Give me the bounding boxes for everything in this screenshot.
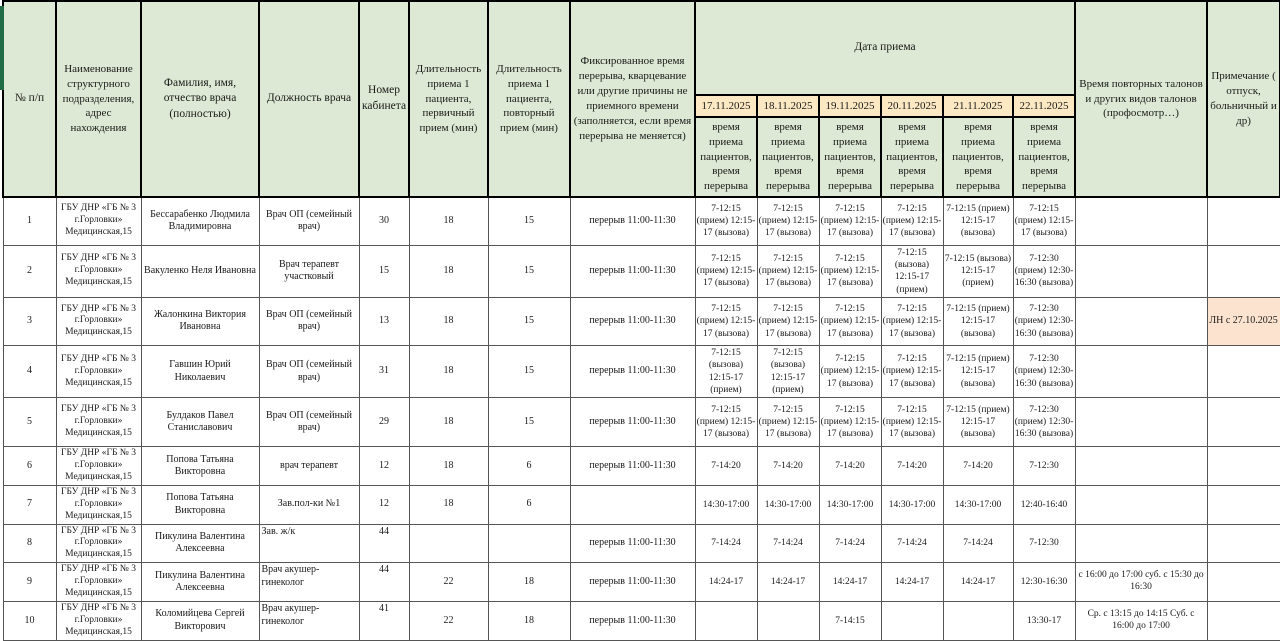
date-header-2: 18.11.2025: [757, 95, 819, 117]
col-header-duration-repeat: Длительность приема 1 пациента, повторный прием (мин): [488, 1, 570, 197]
position-cell: Зав. ж/к: [259, 524, 359, 563]
note-cell: [1207, 524, 1280, 563]
department-cell: ГБУ ДНР «ГБ № 3 г.Горловки» Медицинская,15: [56, 485, 141, 524]
col-header-date-group: Дата приема: [695, 1, 1075, 95]
fixed-break-cell: перерыв 11:00-11:30: [570, 524, 695, 563]
date-header-1: 17.11.2025: [695, 95, 757, 117]
duration-primary-cell: 18: [409, 345, 488, 397]
position-cell: Зав.пол-ки №1: [259, 485, 359, 524]
schedule-cell-day-6: 7-12:30: [1013, 447, 1075, 486]
row-number-cell: 4: [3, 345, 56, 397]
fixed-break-cell: перерыв 11:00-11:30: [570, 602, 695, 641]
table-row: [3, 345, 1280, 397]
duration-primary-cell: 18: [409, 245, 488, 297]
duration-primary-cell: 18: [409, 485, 488, 524]
col-header-row-number: № п/п: [3, 1, 56, 197]
row-number-cell: 10: [3, 602, 56, 641]
fixed-break-cell: перерыв 11:00-11:30: [570, 345, 695, 397]
schedule-cell-day-2: 7-12:15 (прием) 12:15-17 (вызова): [757, 297, 819, 345]
duration-primary-cell: [409, 524, 488, 563]
schedule-cell-day-5: 7-12:15 (прием) 12:15-17 (вызова): [943, 297, 1013, 345]
duration-repeat-cell: 15: [488, 345, 570, 397]
table-row: [3, 524, 1280, 563]
duration-repeat-cell: 18: [488, 602, 570, 641]
department-cell: ГБУ ДНР «ГБ № 3 г.Горловки» Медицинская,15: [56, 197, 141, 245]
schedule-cell-day-1: 7-14:24: [695, 524, 757, 563]
schedule-cell-day-4: 7-12:15 (вызова) 12:15-17 (прием): [881, 245, 943, 297]
note-cell: [1207, 197, 1280, 245]
cabinet-number-cell: 30: [359, 197, 409, 245]
note-cell: [1207, 447, 1280, 486]
position-cell: Врач акушер-гинеколог: [259, 563, 359, 602]
schedule-cell-day-2: 7-12:15 (вызова) 12:15-17 (прием): [757, 345, 819, 397]
doctor-name-cell: Пикулина Валентина Алексеевна: [141, 563, 259, 602]
cabinet-number-cell: 29: [359, 398, 409, 447]
schedule-cell-day-5: 7-14:24: [943, 524, 1013, 563]
fixed-break-cell: перерыв 11:00-11:30: [570, 245, 695, 297]
repeat-tickets-cell: [1075, 398, 1207, 447]
row-number-cell: 9: [3, 563, 56, 602]
table-row: [3, 485, 1280, 524]
row-number-cell: 2: [3, 245, 56, 297]
position-cell: Врач ОП (семейный врач): [259, 398, 359, 447]
schedule-cell-day-3: 7-12:15 (прием) 12:15-17 (вызова): [819, 398, 881, 447]
table-row: [3, 197, 1280, 245]
duration-primary-cell: 18: [409, 447, 488, 486]
table-row: [3, 297, 1280, 345]
note-cell: [1207, 602, 1280, 641]
duration-repeat-cell: [488, 524, 570, 563]
department-cell: ГБУ ДНР «ГБ № 3 г.Горловки» Медицинская,15: [56, 345, 141, 397]
repeat-tickets-cell: [1075, 524, 1207, 563]
schedule-cell-day-6: 12:40-16:40: [1013, 485, 1075, 524]
schedule-cell-day-6: 7-12:30 (прием) 12:30-16:30 (вызова): [1013, 297, 1075, 345]
doctor-schedule-table: [2, 0, 1280, 641]
fixed-break-cell: [570, 485, 695, 524]
note-cell: [1207, 398, 1280, 447]
row-number-cell: 3: [3, 297, 56, 345]
cabinet-number-cell: 44: [359, 524, 409, 563]
doctor-name-cell: Пикулина Валентина Алексеевна: [141, 524, 259, 563]
date-header-4: 20.11.2025: [881, 95, 943, 117]
date-header-5: 21.11.2025: [943, 95, 1013, 117]
schedule-cell-day-1: 7-12:15 (прием) 12:15-17 (вызова): [695, 297, 757, 345]
row-number-cell: 7: [3, 485, 56, 524]
cabinet-number-cell: 44: [359, 563, 409, 602]
doctor-name-cell: Вакуленко Неля Ивановна: [141, 245, 259, 297]
department-cell: ГБУ ДНР «ГБ № 3 г.Горловки» Медицинская,15: [56, 245, 141, 297]
department-cell: ГБУ ДНР «ГБ № 3 г.Горловки» Медицинская,15: [56, 602, 141, 641]
cabinet-number-cell: 13: [359, 297, 409, 345]
schedule-cell-day-5: 7-14:20: [943, 447, 1013, 486]
position-cell: Врач ОП (семейный врач): [259, 197, 359, 245]
date-subheader-4: время приема пациентов, время перерыва: [881, 117, 943, 197]
doctor-name-cell: Булдаков Павел Станиславович: [141, 398, 259, 447]
schedule-cell-day-6: 12:30-16:30: [1013, 563, 1075, 602]
duration-primary-cell: 22: [409, 602, 488, 641]
note-cell: ЛН с 27.10.2025: [1207, 297, 1280, 345]
duration-primary-cell: 18: [409, 197, 488, 245]
position-cell: Врач ОП (семейный врач): [259, 345, 359, 397]
position-cell: Врач акушер-гинеколог: [259, 602, 359, 641]
schedule-cell-day-1: 14:24-17: [695, 563, 757, 602]
position-cell: Врач терапевт участковый: [259, 245, 359, 297]
row-number-cell: 8: [3, 524, 56, 563]
doctor-name-cell: Попова Татьяна Викторовна: [141, 485, 259, 524]
note-cell: [1207, 345, 1280, 397]
repeat-tickets-cell: [1075, 447, 1207, 486]
duration-repeat-cell: 15: [488, 398, 570, 447]
department-cell: ГБУ ДНР «ГБ № 3 г.Горловки» Медицинская,15: [56, 524, 141, 563]
schedule-cell-day-5: 7-12:15 (прием) 12:15-17 (вызова): [943, 197, 1013, 245]
schedule-cell-day-4: [881, 602, 943, 641]
schedule-cell-day-1: 7-12:15 (прием) 12:15-17 (вызова): [695, 398, 757, 447]
repeat-tickets-cell: Ср. с 13:15 до 14:15 Суб. с 16:00 до 17:00: [1075, 602, 1207, 641]
schedule-cell-day-4: 7-12:15 (прием) 12:15-17 (вызова): [881, 297, 943, 345]
cabinet-number-cell: 31: [359, 345, 409, 397]
duration-repeat-cell: 6: [488, 485, 570, 524]
fixed-break-cell: перерыв 11:00-11:30: [570, 563, 695, 602]
repeat-tickets-cell: [1075, 197, 1207, 245]
row-number-cell: 1: [3, 197, 56, 245]
schedule-cell-day-5: [943, 602, 1013, 641]
schedule-cell-day-4: 7-12:15 (прием) 12:15-17 (вызова): [881, 398, 943, 447]
date-header-3: 19.11.2025: [819, 95, 881, 117]
table-row: [3, 447, 1280, 486]
col-header-repeat-tickets: Время повторных талонов и других видов талонов (профосмотр…): [1075, 1, 1207, 197]
table-row: [3, 398, 1280, 447]
schedule-cell-day-2: 14:30-17:00: [757, 485, 819, 524]
department-cell: ГБУ ДНР «ГБ № 3 г.Горловки» Медицинская,15: [56, 447, 141, 486]
schedule-cell-day-3: 14:24-17: [819, 563, 881, 602]
department-cell: ГБУ ДНР «ГБ № 3 г.Горловки» Медицинская,15: [56, 297, 141, 345]
col-header-cabinet: Номер кабинета: [359, 1, 409, 197]
duration-repeat-cell: 15: [488, 197, 570, 245]
schedule-cell-day-1: 7-12:15 (прием) 12:15-17 (вызова): [695, 197, 757, 245]
schedule-cell-day-5: 7-12:15 (вызова) 12:15-17 (прием): [943, 245, 1013, 297]
schedule-cell-day-6: 7-12:15 (прием) 12:15-17 (вызова): [1013, 197, 1075, 245]
schedule-cell-day-6: 7-12:30 (прием) 12:30-16:30 (вызова): [1013, 345, 1075, 397]
date-subheader-6: время приема пациентов, время перерыва: [1013, 117, 1075, 197]
schedule-cell-day-1: 7-12:15 (вызова) 12:15-17 (прием): [695, 345, 757, 397]
schedule-cell-day-5: 14:30-17:00: [943, 485, 1013, 524]
date-subheader-5: время приема пациентов, время перерыва: [943, 117, 1013, 197]
schedule-cell-day-2: 7-12:15 (прием) 12:15-17 (вызова): [757, 398, 819, 447]
duration-primary-cell: 18: [409, 398, 488, 447]
doctor-name-cell: Бессарабенко Людмила Владимировна: [141, 197, 259, 245]
schedule-cell-day-1: 14:30-17:00: [695, 485, 757, 524]
schedule-cell-day-3: 14:30-17:00: [819, 485, 881, 524]
col-header-department: Наименование структурного подразделения, адрес нахождения: [56, 1, 141, 197]
schedule-cell-day-3: 7-12:15 (прием) 12:15-17 (вызова): [819, 297, 881, 345]
table-row: [3, 602, 1280, 641]
fixed-break-cell: перерыв 11:00-11:30: [570, 297, 695, 345]
cabinet-number-cell: 15: [359, 245, 409, 297]
note-cell: [1207, 485, 1280, 524]
doctor-name-cell: Гавшин Юрий Николаевич: [141, 345, 259, 397]
department-cell: ГБУ ДНР «ГБ № 3 г.Горловки» Медицинская,15: [56, 563, 141, 602]
schedule-cell-day-3: 7-12:15 (прием) 12:15-17 (вызова): [819, 345, 881, 397]
date-subheader-3: время приема пациентов, время перерыва: [819, 117, 881, 197]
schedule-cell-day-4: 14:24-17: [881, 563, 943, 602]
schedule-cell-day-4: 7-12:15 (прием) 12:15-17 (вызова): [881, 345, 943, 397]
repeat-tickets-cell: [1075, 485, 1207, 524]
duration-repeat-cell: 15: [488, 245, 570, 297]
schedule-cell-day-1: [695, 602, 757, 641]
duration-primary-cell: 22: [409, 563, 488, 602]
schedule-cell-day-1: 7-12:15 (прием) 12:15-17 (вызова): [695, 245, 757, 297]
schedule-cell-day-2: 7-12:15 (прием) 12:15-17 (вызова): [757, 245, 819, 297]
col-header-doctor-name: Фамилия, имя, отчество врача (полностью): [141, 1, 259, 197]
cabinet-number-cell: 41: [359, 602, 409, 641]
repeat-tickets-cell: [1075, 297, 1207, 345]
row-number-cell: 5: [3, 398, 56, 447]
schedule-cell-day-4: 7-14:20: [881, 447, 943, 486]
duration-repeat-cell: 6: [488, 447, 570, 486]
note-cell: [1207, 563, 1280, 602]
col-header-position: Должность врача: [259, 1, 359, 197]
schedule-cell-day-5: 14:24-17: [943, 563, 1013, 602]
schedule-cell-day-6: 7-12:30 (прием) 12:30-16:30 (вызова): [1013, 245, 1075, 297]
schedule-cell-day-6: 7-12:30: [1013, 524, 1075, 563]
schedule-cell-day-1: 7-14:20: [695, 447, 757, 486]
repeat-tickets-cell: [1075, 245, 1207, 297]
doctor-name-cell: Попова Татьяна Викторовна: [141, 447, 259, 486]
fixed-break-cell: перерыв 11:00-11:30: [570, 447, 695, 486]
table-row: [3, 245, 1280, 297]
schedule-cell-day-3: 7-14:24: [819, 524, 881, 563]
fixed-break-cell: перерыв 11:00-11:30: [570, 398, 695, 447]
table-row: [3, 563, 1280, 602]
doctor-name-cell: Жалонкина Виктория Ивановна: [141, 297, 259, 345]
date-subheader-1: время приема пациентов, время перерыва: [695, 117, 757, 197]
schedule-cell-day-6: 13:30-17: [1013, 602, 1075, 641]
schedule-cell-day-4: 14:30-17:00: [881, 485, 943, 524]
schedule-cell-day-2: 14:24-17: [757, 563, 819, 602]
cabinet-number-cell: 12: [359, 447, 409, 486]
schedule-cell-day-2: 7-12:15 (прием) 12:15-17 (вызова): [757, 197, 819, 245]
schedule-cell-day-2: [757, 602, 819, 641]
position-cell: Врач ОП (семейный врач): [259, 297, 359, 345]
schedule-cell-day-6: 7-12:30 (прием) 12:30-16:30 (вызова): [1013, 398, 1075, 447]
fixed-break-cell: перерыв 11:00-11:30: [570, 197, 695, 245]
col-header-note: Примечание ( отпуск, больничный и др): [1207, 1, 1280, 197]
repeat-tickets-cell: с 16:00 до 17:00 суб. с 15:30 до 16:30: [1075, 563, 1207, 602]
date-header-6: 22.11.2025: [1013, 95, 1075, 117]
schedule-cell-day-4: 7-14:24: [881, 524, 943, 563]
schedule-cell-day-4: 7-12:15 (прием) 12:15-17 (вызова): [881, 197, 943, 245]
col-header-fixed-break: Фиксированное время перерыва, кварцевание или другие причины не приемного времени (заполняется, если время перерыва не меняется): [570, 1, 695, 197]
date-subheader-2: время приема пациентов, время перерыва: [757, 117, 819, 197]
duration-repeat-cell: 18: [488, 563, 570, 602]
duration-primary-cell: 18: [409, 297, 488, 345]
schedule-cell-day-3: 7-12:15 (прием) 12:15-17 (вызова): [819, 245, 881, 297]
schedule-table-body: [3, 197, 1280, 640]
schedule-cell-day-3: 7-12:15 (прием) 12:15-17 (вызова): [819, 197, 881, 245]
col-header-duration-primary: Длительность приема 1 пациента, первичный прием (мин): [409, 1, 488, 197]
note-cell: [1207, 245, 1280, 297]
row-number-cell: 6: [3, 447, 56, 486]
table-header: [3, 1, 1280, 197]
cabinet-number-cell: 12: [359, 485, 409, 524]
left-accent-strip: [0, 6, 4, 90]
doctor-name-cell: Коломийцева Сергей Викторович: [141, 602, 259, 641]
schedule-cell-day-2: 7-14:20: [757, 447, 819, 486]
schedule-cell-day-5: 7-12:15 (прием) 12:15-17 (вызова): [943, 345, 1013, 397]
department-cell: ГБУ ДНР «ГБ № 3 г.Горловки» Медицинская,15: [56, 398, 141, 447]
position-cell: врач терапевт: [259, 447, 359, 486]
schedule-cell-day-2: 7-14:24: [757, 524, 819, 563]
schedule-cell-day-5: 7-12:15 (прием) 12:15-17 (вызова): [943, 398, 1013, 447]
repeat-tickets-cell: [1075, 345, 1207, 397]
schedule-cell-day-3: 7-14:15: [819, 602, 881, 641]
schedule-cell-day-3: 7-14:20: [819, 447, 881, 486]
duration-repeat-cell: 15: [488, 297, 570, 345]
